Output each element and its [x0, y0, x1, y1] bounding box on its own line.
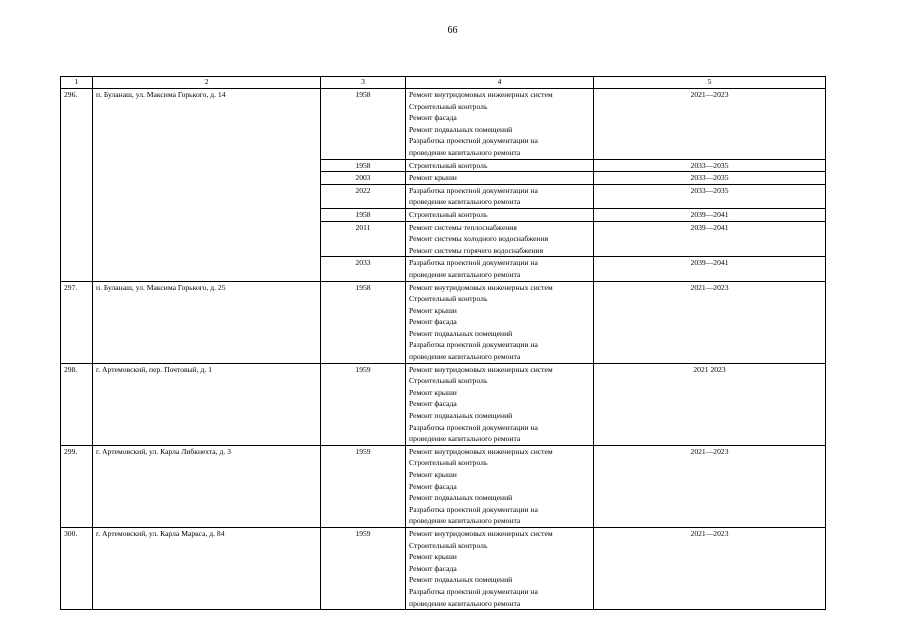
work-item: Строительный контроль [409, 101, 488, 111]
works-cell [406, 172, 594, 185]
period-cell: 2039—2041 [594, 257, 826, 281]
period-cell: 2021—2023 [594, 445, 826, 527]
works-cell [406, 445, 594, 527]
work-item: Строительный контроль [409, 540, 488, 550]
address-cell: г. Артемовский, ул. Карла Либкнехта, д. 3 [93, 445, 321, 527]
work-item: Ремонт внутридомовых инженерных систем [409, 364, 553, 374]
year-cell: 1958 [321, 281, 406, 363]
table-row [61, 445, 826, 527]
work-item: Ремонт фасада [409, 399, 457, 409]
year-cell: 2003 [321, 172, 406, 185]
period-cell: 2021 2023 [594, 363, 826, 445]
work-item: Разработка проектной документации на [409, 136, 538, 146]
work-item: Ремонт крыши [409, 305, 457, 315]
work-item: Разработка проектной документации на [409, 504, 538, 514]
work-item: Ремонт системы горячего водоснабжения [409, 245, 544, 255]
year-cell: 2022 [321, 184, 406, 208]
work-item: Ремонт крыши [409, 470, 457, 479]
work-item: Разработка проектной документации на [409, 340, 538, 350]
year-cell: 1959 [321, 527, 406, 609]
year-cell: 1959 [321, 363, 406, 445]
row-number: 296. [61, 89, 93, 282]
period-cell: 2021—2023 [594, 89, 826, 160]
table-row [61, 363, 826, 445]
table-row [61, 89, 826, 160]
work-item: Ремонт подвальных помещений [409, 328, 513, 338]
address-cell: г. Артемовский, ул. Карла Маркса, д. 84 [93, 527, 321, 609]
year-cell: 1958 [321, 159, 406, 172]
work-item: проведение капитального ремонта [409, 197, 521, 207]
work-item: Ремонт подвальных помещений [409, 575, 513, 585]
work-item: проведение капитального ремонта [409, 147, 521, 157]
period-cell: 2033—2035 [594, 184, 826, 208]
period-cell: 2021—2023 [594, 281, 826, 363]
period-cell: 2039—2041 [594, 221, 826, 257]
address-cell: п. Буланаш, ул. Максима Горького, д. 14 [93, 89, 321, 282]
work-item: Ремонт фасада [409, 563, 457, 573]
work-item: Ремонт подвальных помещений [409, 124, 513, 134]
work-item: Ремонт подвальных помещений [409, 493, 513, 503]
table-body [61, 77, 826, 610]
work-item: Ремонт крыши [409, 173, 457, 183]
work-item: Разработка проектной документации на [409, 185, 538, 195]
work-item: Ремонт фасада [409, 317, 457, 327]
work-item: Разработка проектной документации на [409, 258, 538, 268]
work-item: Разработка проектной документации на [409, 422, 538, 432]
row-number: 299. [61, 445, 93, 527]
period-cell: 2039—2041 [594, 208, 826, 221]
work-item: Ремонт крыши [409, 552, 457, 562]
work-item: проведение капитального ремонта [409, 516, 521, 526]
year-cell: 1958 [321, 89, 406, 160]
works-cell [406, 89, 594, 160]
work-item: Ремонт внутридомовых инженерных систем [409, 446, 553, 456]
work-item: Строительный контроль [409, 294, 488, 304]
header-cell-4: 4 [406, 77, 594, 89]
works-cell [406, 221, 594, 257]
table-row [61, 281, 826, 363]
row-number: 297. [61, 281, 93, 363]
work-item: Ремонт фасада [409, 113, 457, 123]
work-item: Строительный контроль [409, 160, 488, 170]
row-number: 298. [61, 363, 93, 445]
work-item: проведение капитального ремонта [409, 434, 521, 444]
work-item: Ремонт системы холодного водоснабжения [409, 234, 549, 244]
works-cell [406, 184, 594, 208]
work-item: Ремонт внутридомовых инженерных систем [409, 528, 553, 538]
works-cell [406, 208, 594, 221]
work-item: проведение капитального ремонта [409, 352, 521, 362]
work-item: Ремонт подвальных помещений [409, 411, 513, 421]
address-cell: п. Буланаш, ул. Максима Горького, д. 25 [93, 281, 321, 363]
work-item: проведение капитального ремонта [409, 598, 521, 608]
period-cell: 2033—2035 [594, 172, 826, 185]
header-cell-1: 1 [61, 77, 93, 89]
work-item: Ремонт системы теплоснабжения [409, 222, 517, 232]
row-number: 300. [61, 527, 93, 609]
works-cell [406, 527, 594, 609]
table-row [61, 527, 826, 609]
header-cell-5: 5 [594, 77, 826, 89]
works-cell [406, 281, 594, 363]
work-item: Ремонт фасада [409, 481, 457, 491]
work-item: Ремонт крыши [409, 387, 457, 397]
works-cell [406, 159, 594, 172]
year-cell: 1958 [321, 208, 406, 221]
header-cell-2: 2 [93, 77, 321, 89]
work-item: Строительный контроль [409, 376, 488, 386]
header-cell-3: 3 [321, 77, 406, 89]
works-cell [406, 257, 594, 281]
period-cell: 2021—2023 [594, 527, 826, 609]
year-cell: 2011 [321, 221, 406, 257]
page-number: 66 [447, 25, 458, 36]
work-item: Строительный контроль [409, 458, 488, 468]
period-cell: 2033—2035 [594, 159, 826, 172]
work-item: Строительный контроль [409, 209, 488, 219]
year-cell: 2033 [321, 257, 406, 281]
header-row [61, 77, 826, 89]
work-item: Разработка проектной документации на [409, 586, 538, 596]
repair-schedule-table [60, 76, 826, 610]
work-item: Ремонт внутридомовых инженерных систем [409, 282, 553, 292]
address-cell: г. Артемовский, пер. Почтовый, д. 1 [93, 363, 321, 445]
works-cell [406, 363, 594, 445]
year-cell: 1959 [321, 445, 406, 527]
work-item: Ремонт внутридомовых инженерных систем [409, 90, 553, 99]
work-item: проведение капитального ремонта [409, 269, 521, 279]
